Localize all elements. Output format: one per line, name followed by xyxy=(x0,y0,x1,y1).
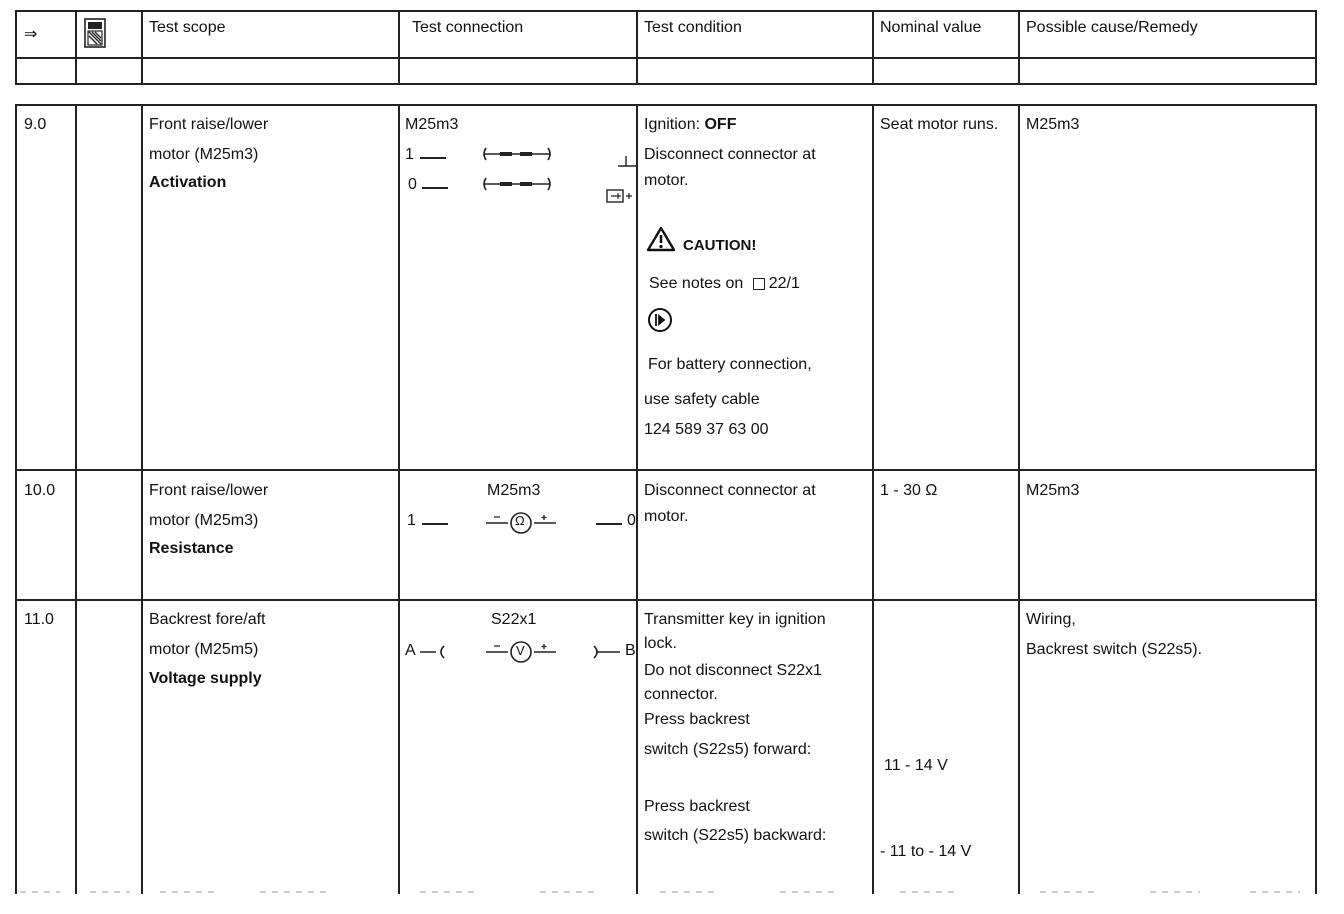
battery-icon xyxy=(606,188,636,204)
condition-prefix: Ignition: xyxy=(644,116,705,133)
test-scope-line: Backrest fore/aft xyxy=(149,611,266,628)
header-nominal-value: Nominal value xyxy=(880,19,982,36)
condition-notes: See notes on 22/1 xyxy=(649,275,800,292)
book-reference-icon xyxy=(753,278,765,290)
nominal-value: 1 - 30 Ω xyxy=(880,482,938,499)
header-arrow: ⇒ xyxy=(24,26,38,43)
test-scope-line: motor (M25m5) xyxy=(149,641,259,658)
condition-line: motor. xyxy=(644,172,689,189)
header-test-condition: Test condition xyxy=(644,19,742,36)
condition-line: Transmitter key in ignition xyxy=(644,611,826,628)
tester-icon xyxy=(84,18,106,53)
connector-end-symbol xyxy=(592,644,620,660)
wire xyxy=(420,157,446,159)
row-number: 9.0 xyxy=(24,116,47,133)
test-scope-line: motor (M25m3) xyxy=(149,512,259,529)
wire xyxy=(422,187,448,189)
safety-cable-part-number: 124 589 37 63 00 xyxy=(644,421,769,438)
condition-line: For battery connection, xyxy=(648,356,812,373)
bottom-edge-dashes xyxy=(0,887,1344,897)
condition-line: lock. xyxy=(644,635,677,652)
connection-label: M25m3 xyxy=(405,116,459,133)
test-scope-line: Front raise/lower xyxy=(149,482,269,499)
test-scope-line: Front raise/lower xyxy=(149,116,269,133)
condition-line: Press backrest xyxy=(644,711,750,728)
pin-label: 1 xyxy=(407,512,416,529)
nominal-value-forward: 11 - 14 V xyxy=(884,757,948,774)
pin-label: 1 xyxy=(405,146,414,163)
possible-cause: Backrest switch (S22s5). xyxy=(1026,641,1203,658)
nominal-value: Seat motor runs. xyxy=(880,116,999,133)
condition-line: Press backrest xyxy=(644,798,750,815)
connector-symbol xyxy=(482,146,552,162)
test-scope-type: Activation xyxy=(149,174,227,191)
pin-label: 0 xyxy=(627,512,636,529)
header-possible-cause: Possible cause/Remedy xyxy=(1026,19,1198,36)
connector-end-symbol xyxy=(420,644,446,660)
test-scope-line: motor (M25m3) xyxy=(149,146,259,163)
connection-label: M25m3 xyxy=(487,482,541,499)
condition-ignition-state: OFF xyxy=(704,116,737,133)
condition-line: use safety cable xyxy=(644,391,760,408)
test-scope-type: Voltage supply xyxy=(149,670,262,687)
condition-line xyxy=(644,116,736,134)
pin-label: 0 xyxy=(408,176,417,193)
warning-triangle-icon xyxy=(646,226,676,252)
possible-cause: Wiring, xyxy=(1026,611,1076,628)
condition-line: switch (S22s5) forward: xyxy=(644,741,812,758)
header-test-connection: Test connection xyxy=(412,19,524,36)
condition-line: Disconnect connector at xyxy=(644,482,816,499)
connection-label: S22x1 xyxy=(491,611,537,628)
test-scope-type: Resistance xyxy=(149,540,234,557)
condition-line: connector. xyxy=(644,686,718,703)
ground-icon xyxy=(614,152,636,168)
wire xyxy=(596,523,622,525)
nominal-value-backward: - 11 to - 14 V xyxy=(880,843,972,860)
condition-line: switch (S22s5) backward: xyxy=(644,827,827,844)
meter-unit: Ω xyxy=(515,513,525,528)
condition-line: Do not disconnect S22x1 xyxy=(644,662,822,679)
condition-line: Disconnect connector at xyxy=(644,146,816,163)
row-number: 11.0 xyxy=(24,611,54,628)
row-number: 10.0 xyxy=(24,482,56,499)
possible-cause: M25m3 xyxy=(1026,116,1080,133)
connector-symbol xyxy=(482,176,552,192)
caution-label: CAUTION! xyxy=(683,237,757,254)
pin-label: A xyxy=(405,642,416,659)
header-test-scope: Test scope xyxy=(149,19,226,36)
meter-unit: V xyxy=(516,643,525,658)
pin-label: B xyxy=(625,642,636,659)
possible-cause: M25m3 xyxy=(1026,482,1080,499)
info-symbol-icon xyxy=(647,307,673,333)
condition-line: motor. xyxy=(644,508,689,525)
wire xyxy=(422,523,448,525)
